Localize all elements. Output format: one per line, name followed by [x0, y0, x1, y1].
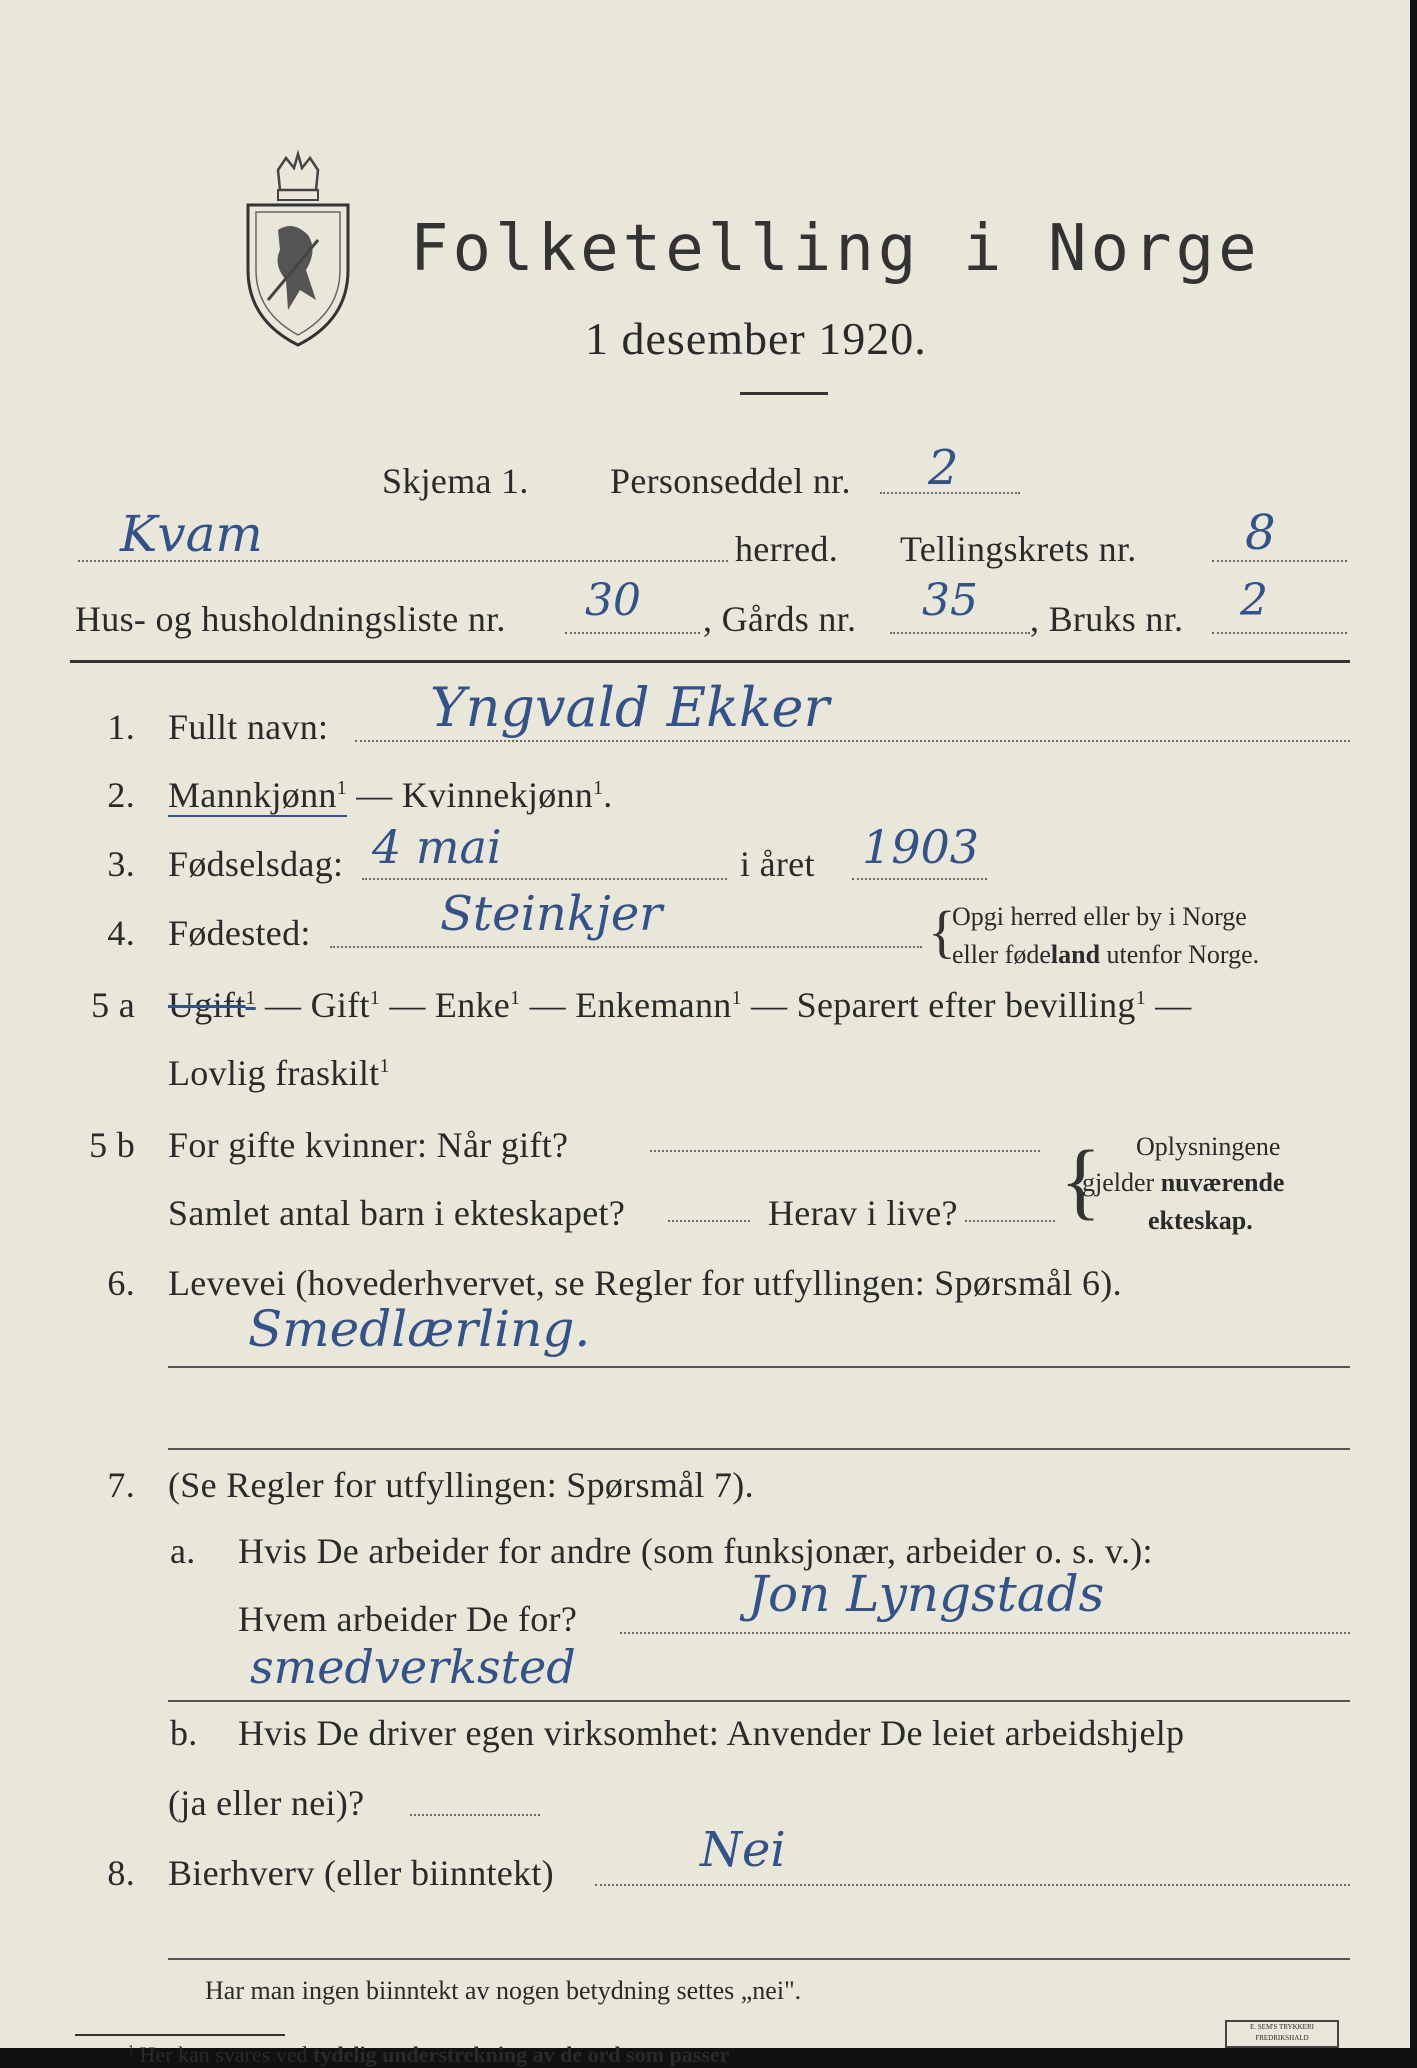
- hus-field[interactable]: [565, 632, 700, 634]
- q1-number: 1.: [107, 707, 135, 747]
- footnote: $^1$ Her kan svares ved tydelig understrekning av de ord som passer: [128, 2042, 730, 2067]
- q5b-live-label: Herav i live?: [768, 1193, 958, 1233]
- q2-options: Mannkjønn$^1$ — Kvinnekjønn$^1$.: [168, 775, 613, 815]
- q7a-who-field[interactable]: [620, 1632, 1350, 1634]
- q5b-label: For gifte kvinner: Når gift?: [168, 1125, 569, 1165]
- q4-note-line2: eller fødeland utenfor Norge.: [952, 940, 1260, 969]
- q8-label: Bierhverv (eller biinntekt): [168, 1853, 554, 1893]
- q4-number: 4.: [107, 913, 135, 953]
- q5b-live-field[interactable]: [965, 1220, 1055, 1222]
- q4-value: Steinkjer: [440, 886, 663, 942]
- gards-field[interactable]: [890, 632, 1030, 634]
- q5b-note-line1: Oplysningene: [1136, 1132, 1281, 1161]
- q3-year-field[interactable]: [852, 878, 987, 880]
- q3-year-value: 1903: [862, 820, 980, 874]
- q6-label: Levevei (hovederhvervet, se Regler for utfyllingen: Spørsmål 6).: [168, 1263, 1122, 1303]
- q7b-field[interactable]: [410, 1814, 540, 1816]
- q7a-who-label: Hvem arbeider De for?: [238, 1599, 578, 1639]
- personseddel-value: 2: [928, 440, 959, 496]
- q5a-enke-option[interactable]: Enke$^1$: [434, 985, 521, 1025]
- q5b-note-brace: {: [1060, 1132, 1102, 1228]
- tellingskrets-field[interactable]: [1212, 560, 1347, 562]
- q2-female-option[interactable]: Kvinnekjønn$^1$: [401, 775, 604, 815]
- q4-note-brace: {: [928, 899, 956, 964]
- q5a-ugift-option[interactable]: Ugift$^1$: [168, 985, 256, 1025]
- q1-value: Yngvald Ekker: [430, 676, 830, 739]
- q3-number: 3.: [107, 844, 135, 884]
- q6-number: 6.: [107, 1263, 135, 1303]
- herred-label: herred.: [735, 529, 839, 569]
- q6-answer-line-2[interactable]: [168, 1448, 1350, 1450]
- gards-value: 35: [922, 575, 978, 626]
- q8-number: 8.: [107, 1853, 135, 1893]
- q4-note-line1: Opgi herred eller by i Norge: [952, 902, 1247, 931]
- q5b-barn-field[interactable]: [668, 1220, 750, 1222]
- q7-label: (Se Regler for utfyllingen: Spørsmål 7).: [168, 1465, 754, 1505]
- hus-value: 30: [585, 575, 641, 626]
- q5a-options: Ugift$^1$ — Gift$^1$ — Enke$^1$ — Enkemann$^1$ — Separert efter bevilling$^1$ —: [168, 985, 1192, 1025]
- q5a-separert-option[interactable]: Separert efter bevilling$^1$: [796, 985, 1146, 1025]
- q8-field[interactable]: [595, 1884, 1350, 1886]
- q6-answer-line-1[interactable]: [168, 1366, 1350, 1368]
- bruks-field[interactable]: [1212, 632, 1347, 634]
- bruks-value: 2: [1240, 575, 1268, 626]
- form-title: Folketelling i Norge: [410, 212, 1261, 286]
- personseddel-label: Personseddel nr.: [610, 461, 851, 501]
- q2-male-option[interactable]: Mannkjønn$^1$: [168, 775, 347, 815]
- q5b-note-line2: gjelder nuværende: [1082, 1168, 1285, 1197]
- q2-number: 2.: [107, 775, 135, 815]
- q7-number: 7.: [107, 1465, 135, 1505]
- q3-year-label: i året: [740, 844, 815, 884]
- title-divider: [740, 392, 828, 395]
- norway-coat-of-arms-emblem: [238, 150, 358, 350]
- q4-label: Fødested:: [168, 913, 311, 953]
- q5a-enkemann-option[interactable]: Enkemann$^1$: [575, 985, 742, 1025]
- q1-field[interactable]: [355, 740, 1350, 742]
- q1-label: Fullt navn:: [168, 707, 329, 747]
- q3-day-field[interactable]: [362, 878, 727, 880]
- q8-answer-line[interactable]: [168, 1958, 1350, 1960]
- bruks-label: , Bruks nr.: [1030, 599, 1184, 639]
- q6-value: Smedlærling.: [248, 1300, 591, 1358]
- q5a-number: 5 a: [91, 985, 135, 1025]
- q5b-gift-field[interactable]: [650, 1150, 1040, 1152]
- q7a-value-line1: Jon Lyngstads: [748, 1565, 1105, 1623]
- q7a-answer-line[interactable]: [168, 1700, 1350, 1702]
- q7b-label: Hvis De driver egen virksomhet: Anvender De leiet arbeidshjelp: [238, 1713, 1185, 1753]
- tellingskrets-value: 8: [1245, 505, 1276, 561]
- hus-label: Hus- og husholdningsliste nr.: [75, 599, 506, 639]
- q5a-fraskilt-option[interactable]: Lovlig fraskilt$^1$: [168, 1053, 390, 1093]
- q5b-note-line3: ekteskap.: [1148, 1206, 1253, 1235]
- q4-field[interactable]: [330, 946, 922, 948]
- q3-day-value: 4 mai: [372, 820, 502, 874]
- q5b-barn-label: Samlet antal barn i ekteskapet?: [168, 1193, 626, 1233]
- q7b-letter: b.: [170, 1713, 198, 1753]
- q5a-gift-option[interactable]: Gift$^1$: [310, 985, 381, 1025]
- skjema-label: Skjema 1.: [382, 461, 529, 501]
- header-rule: [70, 660, 1350, 663]
- q3-label: Fødselsdag:: [168, 844, 344, 884]
- q8-value: Nei: [700, 1822, 786, 1878]
- printer-stamp: E. SEM'S TRYKKERI FREDRIKSHALD: [1225, 2020, 1339, 2048]
- herred-value: Kvam: [120, 505, 263, 563]
- census-date: 1 desember 1920.: [585, 313, 927, 364]
- footnote-rule: [75, 2034, 285, 2036]
- gards-label: , Gårds nr.: [703, 599, 857, 639]
- q7a-letter: a.: [170, 1531, 196, 1571]
- q7a-value-line2: smedverksted: [250, 1640, 576, 1694]
- q7a-label: Hvis De arbeider for andre (som funksjonær, arbeider o. s. v.):: [238, 1531, 1153, 1571]
- q5b-number: 5 b: [89, 1125, 135, 1165]
- footer-note: Har man ingen biinntekt av nogen betydning settes „nei".: [205, 1976, 802, 2005]
- tellingskrets-label: Tellingskrets nr.: [900, 529, 1137, 569]
- q7b-label2: (ja eller nei)?: [168, 1783, 365, 1823]
